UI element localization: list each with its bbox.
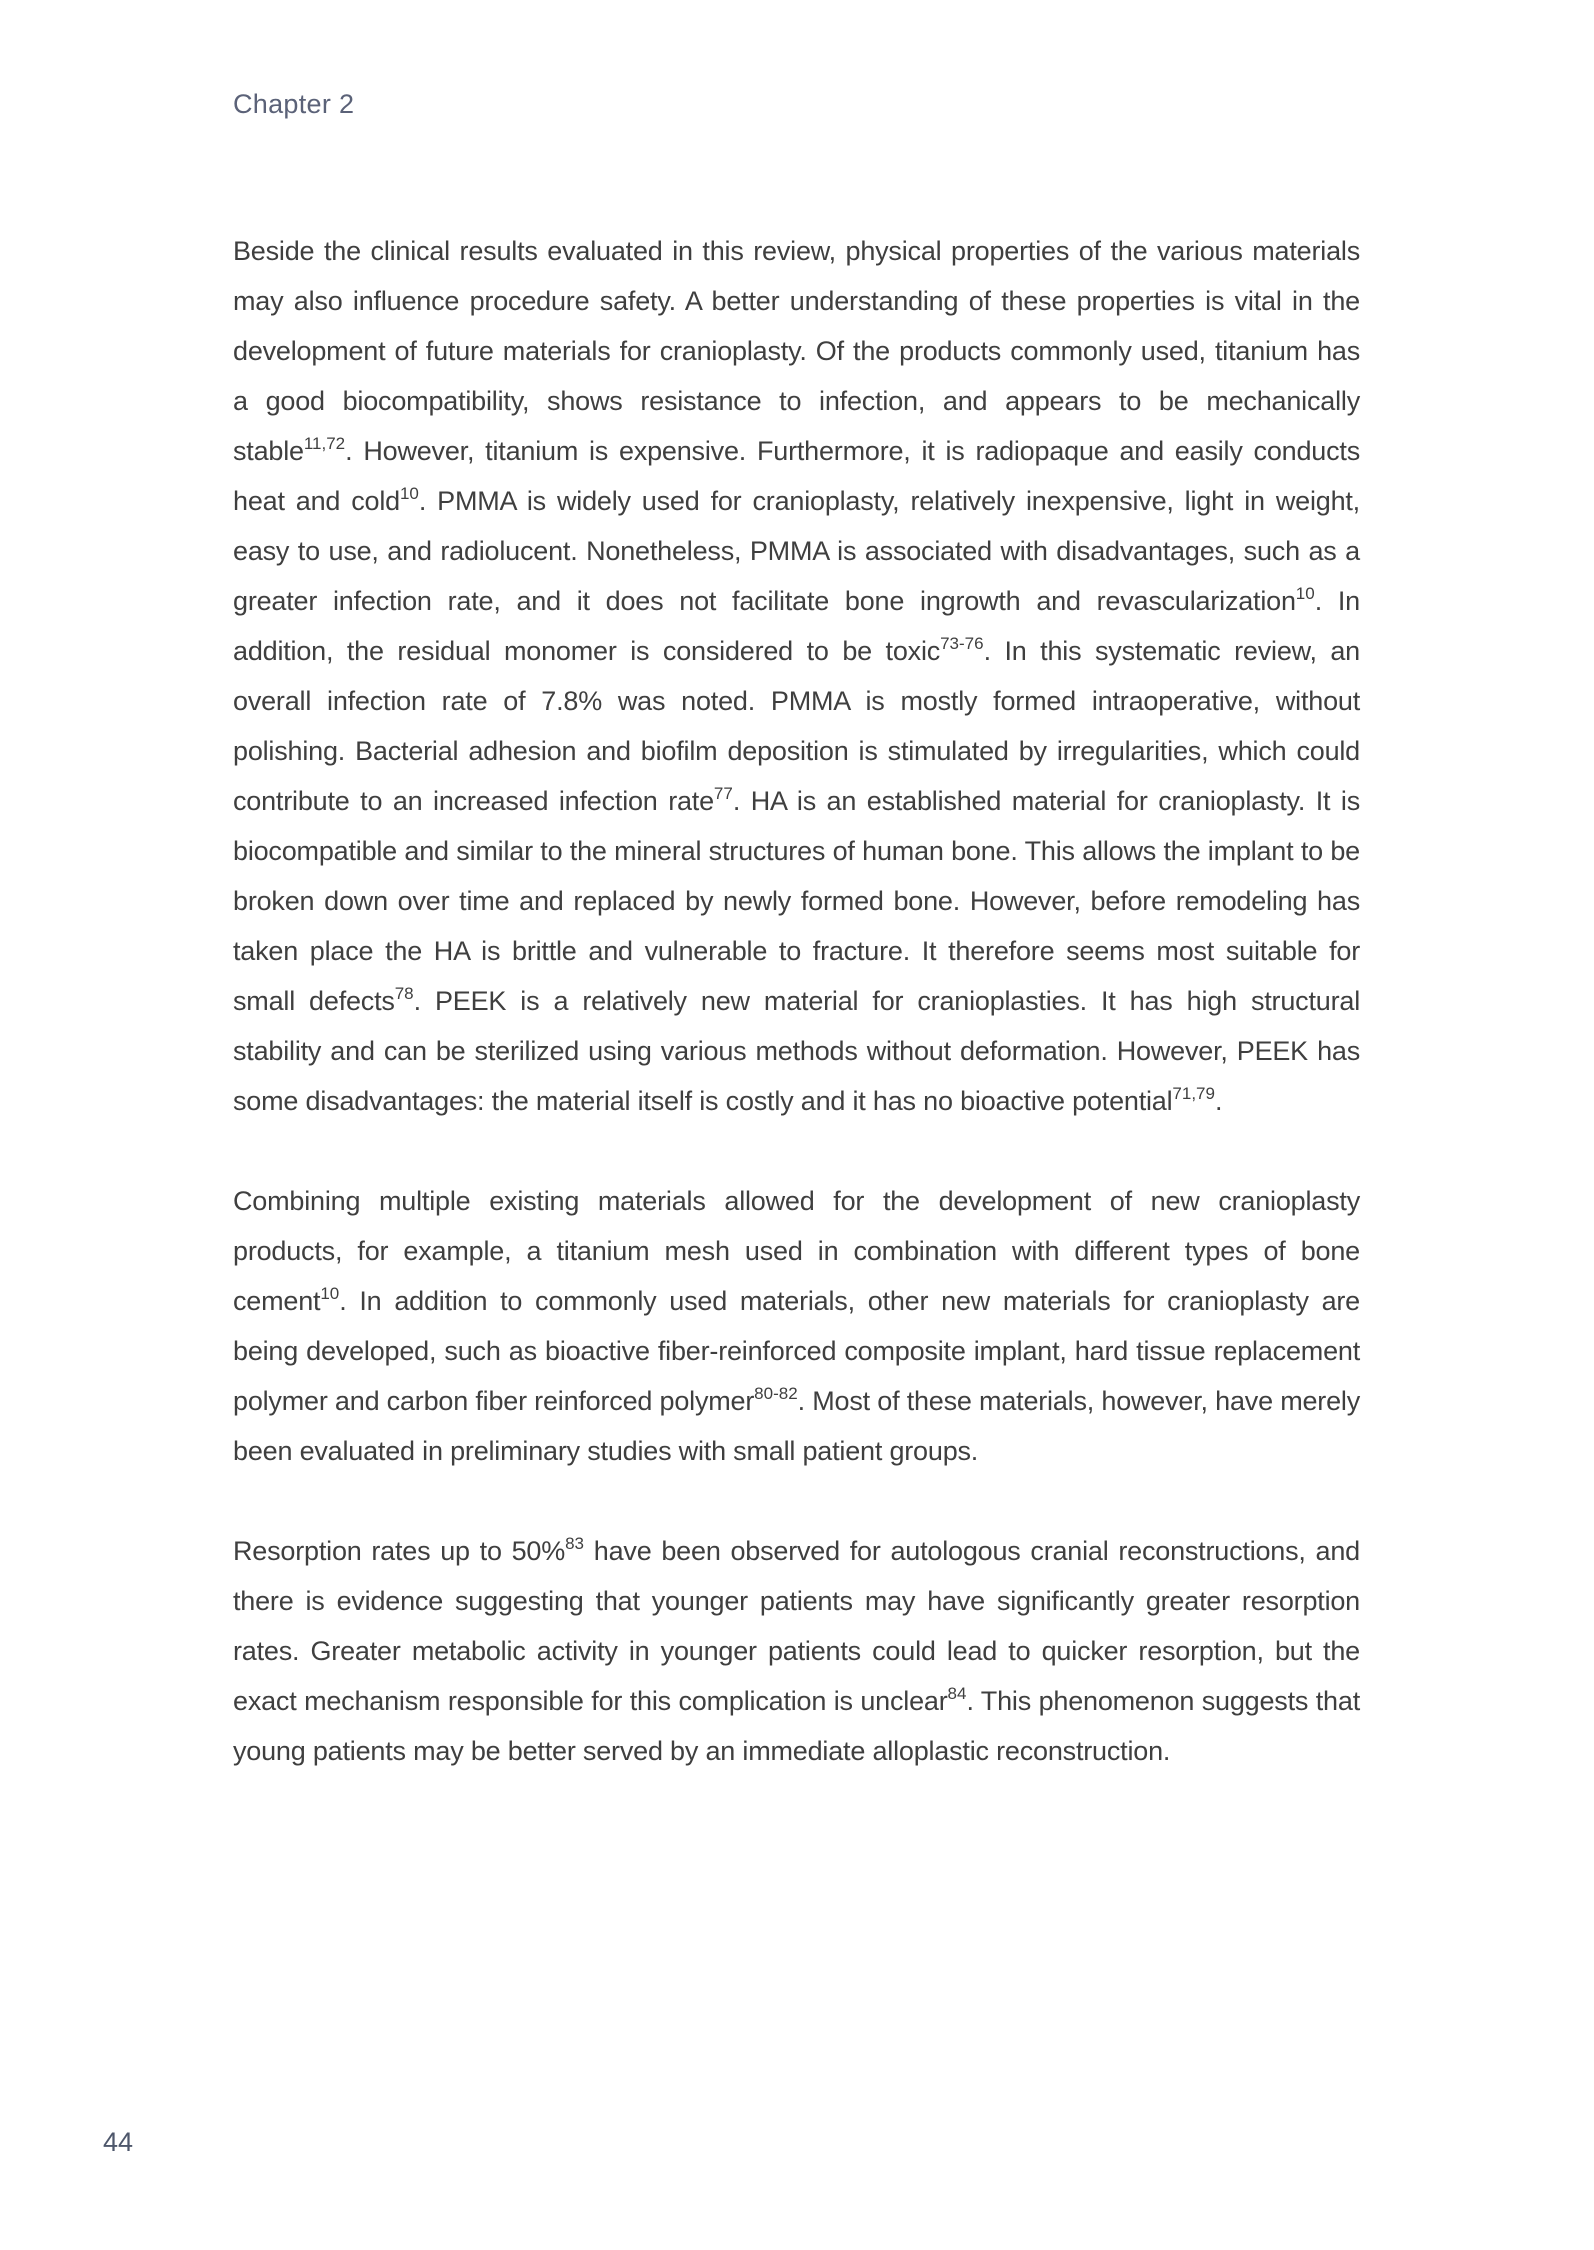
body-paragraph-materials-properties: Beside the clinical results evaluated in this review, physical properties of the various materials may also influence procedure safety. A better understanding of these properties is vital in the development of future materials for cranioplasty. Of the products commonly used, titanium has a good biocompatibility, shows resistance to infection, and appears to be mechanically stable$^{11,72}$. However, titanium is expensive. Furthermore, it is radiopaque and easily conducts heat and cold$^{10}$. PMMA is widely used for cranioplasty, relatively inexpensive, light in weight, easy to use, and radiolucent. Nonetheless, PMMA is associated with disadvantages, such as a greater infection rate, and it does not facilitate bone ingrowth and revascularization$^{10}$. In addition, the residual monomer is considered to be toxic$^{73-76}$. In this systematic review, an overall infection rate of 7.8% was noted. PMMA is mostly formed intraoperative, without polishing. Bacterial adhesion and biofilm deposition is stimulated by irregularities, which could contribute to an increased infection rate$^{77}$. HA is an established material for cranioplasty. It is biocompatible and similar to the mineral structures of human bone. This allows the implant to be broken down over time and replaced by newly formed bone. However, before remodeling has taken place the HA is brittle and vulnerable to fracture. It therefore seems most suitable for small defects$^{78}$. PEEK is a relatively new material for cranioplasties. It has high structural stability and can be sterilized using various methods without deformation. However, PEEK has some disadvantages: the material itself is costly and it has no bioactive potential$^{71,79}$. bbox=[233, 236, 1360, 1116]
citation-superscript: 77 bbox=[713, 784, 733, 803]
body-text-block bbox=[233, 226, 1360, 1776]
citation-superscript: 80-82 bbox=[754, 1384, 798, 1403]
citation-superscript: 10 bbox=[320, 1284, 340, 1303]
citation-superscript: 71,79 bbox=[1172, 1084, 1215, 1103]
chapter-running-header: Chapter 2 bbox=[233, 89, 355, 119]
citation-superscript: 11,72 bbox=[303, 434, 346, 453]
body-paragraph-resorption-rates: Resorption rates up to 50%$^{83}$ have been observed for autologous cranial reconstructions, and there is evidence suggesting that younger patients may have significantly greater resorption rates. Greater metabolic activity in younger patients could lead to quicker resorption, but the exact mechanism responsible for this complication is unclear$^{84}$. This phenomenon suggests that young patients may be better served by an immediate alloplastic reconstruction. bbox=[233, 1534, 1360, 1766]
citation-superscript: 73-76 bbox=[940, 634, 984, 653]
citation-superscript: 10 bbox=[1295, 584, 1315, 603]
citation-superscript: 84 bbox=[947, 1684, 967, 1703]
body-paragraph-combined-materials: Combining multiple existing materials allowed for the development of new cranioplasty products, for example, a titanium mesh used in combination with different types of bone cement$^{10}$. In addition to commonly used materials, other new materials for cranioplasty are being developed, such as bioactive fiber-reinforced composite implant, hard tissue replacement polymer and carbon fiber reinforced polymer$^{80-82}$. Most of these materials, however, have merely been evaluated in preliminary studies with small patient groups. bbox=[233, 1186, 1361, 1466]
citation-superscript: 10 bbox=[399, 484, 419, 503]
citation-superscript: 78 bbox=[394, 984, 414, 1003]
page-number: 44 bbox=[103, 2127, 134, 2157]
citation-superscript: 83 bbox=[565, 1534, 584, 1553]
